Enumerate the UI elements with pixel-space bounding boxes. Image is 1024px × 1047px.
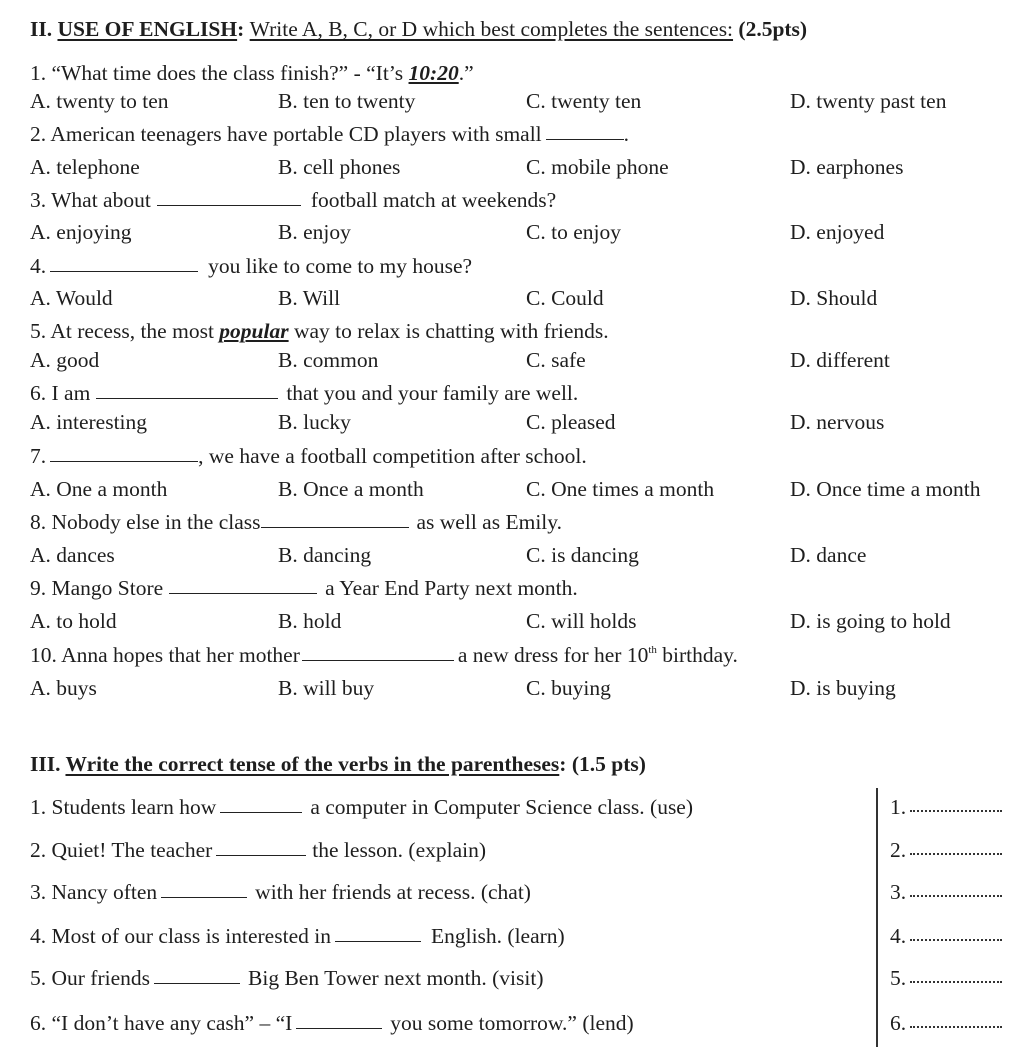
verb-question-3-text: 3. Nancy often: [30, 880, 158, 904]
verb-question-1: [30, 797, 693, 819]
q4-option-c[interactable]: C. Could: [526, 286, 604, 310]
answer-number: 5.: [890, 966, 907, 990]
q1-option-b[interactable]: B. ten to twenty: [278, 89, 416, 113]
verb-question-2: [30, 840, 486, 862]
q10-option-d[interactable]: D. is buying: [790, 676, 896, 700]
q3-option-b[interactable]: B. enjoy: [278, 220, 351, 244]
question-8-text: 8. Nobody else in the class: [30, 510, 261, 534]
dotted-answer-line[interactable]: [910, 853, 1002, 855]
q5-option-b[interactable]: B. common: [278, 348, 379, 372]
q8-option-b[interactable]: B. dancing: [278, 543, 372, 567]
answer-blank[interactable]: [50, 461, 198, 462]
q5-option-a[interactable]: A. good: [30, 348, 100, 372]
q9-option-b[interactable]: B. hold: [278, 609, 342, 633]
answer-number: 2.: [890, 838, 907, 862]
question-6: [30, 383, 578, 405]
question-10-end: birthday.: [656, 643, 738, 667]
q3-option-d[interactable]: D. enjoyed: [790, 220, 885, 244]
question-7-text: , we have a football competition after school.: [198, 444, 587, 468]
question-4: [30, 256, 472, 278]
question-5: [30, 321, 609, 343]
question-9-end: a Year End Party next month.: [325, 576, 578, 600]
answer-line-5[interactable]: [890, 968, 1002, 990]
section-3-title: Write the correct tense of the verbs in the parentheses: [65, 752, 560, 776]
question-10-middle: a new dress for her 10: [457, 643, 649, 667]
ordinal-suffix: th: [648, 644, 657, 656]
question-7-number: 7.: [30, 444, 47, 468]
question-7: [30, 446, 587, 468]
answer-blank[interactable]: [216, 855, 306, 856]
answer-number: 1.: [890, 795, 907, 819]
verb-question-6-text: 6. “I don’t have any cash” – “I: [30, 1011, 293, 1035]
dotted-answer-line[interactable]: [910, 810, 1002, 812]
section-2-colon: :: [237, 17, 245, 41]
verb-question-6-end: you some tomorrow.” (lend): [390, 1011, 634, 1035]
answer-blank[interactable]: [96, 398, 278, 399]
dotted-answer-line[interactable]: [910, 939, 1002, 941]
question-5-text: 5. At recess, the most: [30, 319, 220, 343]
question-10-text: 10. Anna hopes that her mother: [30, 643, 300, 667]
question-3: [30, 190, 556, 212]
q5-option-d[interactable]: D. different: [790, 348, 890, 372]
q7-option-b[interactable]: B. Once a month: [278, 477, 424, 501]
answer-column-divider: [876, 788, 878, 1047]
answer-number: 4.: [890, 924, 907, 948]
section-2-heading: [30, 19, 807, 41]
q4-option-b[interactable]: B. Will: [278, 286, 341, 310]
answer-blank[interactable]: [50, 271, 198, 272]
section-3-colon: :: [559, 752, 567, 776]
answer-blank[interactable]: [261, 527, 409, 528]
verb-question-3-end: with her friends at recess. (chat): [255, 880, 531, 904]
question-2-text: 2. American teenagers have portable CD players with small: [30, 122, 542, 146]
answer-blank[interactable]: [302, 660, 454, 661]
q9-option-a[interactable]: A. to hold: [30, 609, 117, 633]
question-9: [30, 578, 578, 600]
q6-option-a[interactable]: A. interesting: [30, 410, 148, 434]
q1-option-d[interactable]: D. twenty past ten: [790, 89, 947, 113]
section-2-title: USE OF ENGLISH: [57, 17, 238, 41]
verb-question-1-text: 1. Students learn how: [30, 795, 217, 819]
question-3-text: 3. What about: [30, 188, 151, 212]
q8-option-a[interactable]: A. dances: [30, 543, 115, 567]
q7-option-d[interactable]: D. Once time a month: [790, 477, 981, 501]
dotted-answer-line[interactable]: [910, 981, 1002, 983]
q10-option-a[interactable]: A. buys: [30, 676, 97, 700]
question-2-end: .: [623, 122, 630, 146]
answer-blank[interactable]: [161, 897, 247, 898]
verb-question-3: [30, 882, 531, 904]
section-3-heading: [30, 754, 646, 776]
q1-option-a[interactable]: A. twenty to ten: [30, 89, 169, 113]
question-10: [30, 645, 738, 667]
question-6-text: 6. I am: [30, 381, 91, 405]
section-2-number: II.: [30, 17, 53, 41]
section-3-number: III.: [30, 752, 61, 776]
question-1-end: .”: [458, 61, 474, 85]
q2-option-c[interactable]: C. mobile phone: [526, 155, 669, 179]
answer-number: 6.: [890, 1011, 907, 1035]
verb-question-6: [30, 1013, 634, 1035]
question-2: [30, 124, 629, 146]
answer-line-2[interactable]: [890, 840, 1002, 862]
answer-line-4[interactable]: [890, 926, 1002, 948]
verb-question-5-end: Big Ben Tower next month. (visit): [248, 966, 544, 990]
q6-option-b[interactable]: B. lucky: [278, 410, 351, 434]
q8-option-d[interactable]: D. dance: [790, 543, 867, 567]
section-2-points: (2.5pts): [738, 17, 808, 41]
question-3-end: football match at weekends?: [310, 188, 557, 212]
section-2-instruction: Write A, B, C, or D which best completes the sentences:: [249, 17, 734, 41]
question-1-text: 1. “What time does the class finish?” - “It’s: [30, 61, 409, 85]
answer-number: 3.: [890, 880, 907, 904]
question-4-number: 4.: [30, 254, 47, 278]
q2-option-a[interactable]: A. telephone: [30, 155, 140, 179]
q2-option-b[interactable]: B. cell phones: [278, 155, 401, 179]
answer-blank[interactable]: [220, 812, 302, 813]
dotted-answer-line[interactable]: [910, 895, 1002, 897]
answer-line-1[interactable]: [890, 797, 1002, 819]
answer-blank[interactable]: [154, 983, 240, 984]
q2-option-d[interactable]: D. earphones: [790, 155, 904, 179]
q6-option-d[interactable]: D. nervous: [790, 410, 885, 434]
verb-question-2-end: the lesson. (explain): [312, 838, 487, 862]
q5-option-c[interactable]: C. safe: [526, 348, 586, 372]
question-5-keyword: popular: [219, 319, 289, 343]
verb-question-4-text: 4. Most of our class is interested in: [30, 924, 331, 948]
question-1: [30, 63, 474, 85]
question-1-time: 10:20: [408, 61, 459, 85]
answer-blank[interactable]: [546, 139, 624, 140]
q1-option-c[interactable]: C. twenty ten: [526, 89, 642, 113]
answer-line-6[interactable]: [890, 1013, 1002, 1035]
dotted-answer-line[interactable]: [910, 1026, 1002, 1028]
verb-question-2-text: 2. Quiet! The teacher: [30, 838, 213, 862]
question-6-end: that you and your family are well.: [286, 381, 579, 405]
section-3-points: (1.5 pts): [571, 752, 646, 776]
q4-option-d[interactable]: D. Should: [790, 286, 878, 310]
q3-option-a[interactable]: A. enjoying: [30, 220, 132, 244]
answer-blank[interactable]: [296, 1028, 382, 1029]
answer-blank[interactable]: [169, 593, 317, 594]
question-8: [30, 512, 562, 534]
q9-option-d[interactable]: D. is going to hold: [790, 609, 951, 633]
question-5-end: way to relax is chatting with friends.: [288, 319, 609, 343]
q10-option-c[interactable]: C. buying: [526, 676, 611, 700]
q10-option-b[interactable]: B. will buy: [278, 676, 375, 700]
question-4-text: you like to come to my house?: [208, 254, 473, 278]
q7-option-a[interactable]: A. One a month: [30, 477, 168, 501]
verb-question-4-end: English. (learn): [430, 924, 565, 948]
q7-option-c[interactable]: C. One times a month: [526, 477, 715, 501]
q8-option-c[interactable]: C. is dancing: [526, 543, 639, 567]
q6-option-c[interactable]: C. pleased: [526, 410, 616, 434]
answer-line-3[interactable]: [890, 882, 1002, 904]
q3-option-c[interactable]: C. to enjoy: [526, 220, 621, 244]
verb-question-5: [30, 968, 544, 990]
q9-option-c[interactable]: C. will holds: [526, 609, 637, 633]
question-8-end: as well as Emily.: [416, 510, 562, 534]
verb-question-5-text: 5. Our friends: [30, 966, 151, 990]
question-9-text: 9. Mango Store: [30, 576, 164, 600]
verb-question-4: [30, 926, 565, 948]
q4-option-a[interactable]: A. Would: [30, 286, 113, 310]
verb-question-1-end: a computer in Computer Science class. (use): [310, 795, 694, 819]
answer-blank[interactable]: [335, 941, 421, 942]
answer-blank[interactable]: [157, 205, 301, 206]
